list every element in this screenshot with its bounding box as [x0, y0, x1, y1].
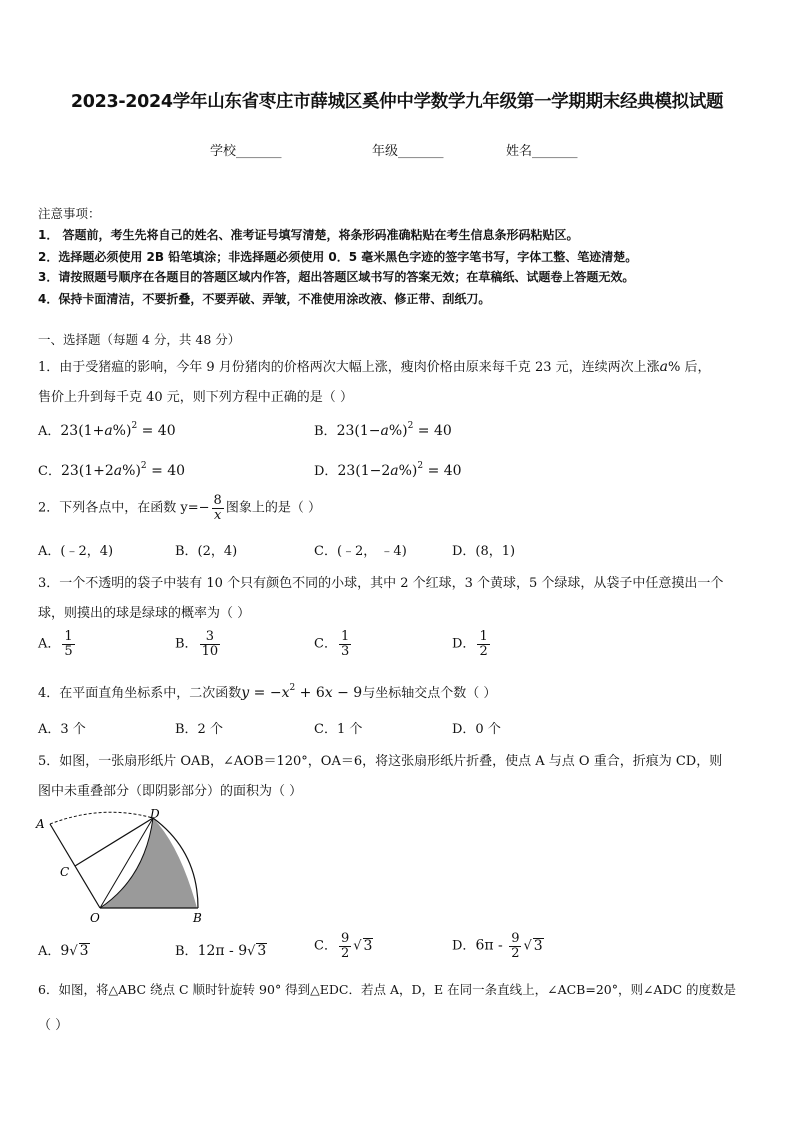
school-field: 学校_______	[210, 144, 282, 159]
q3-line2: 球，则摸出的球是绿球的概率为（ ）	[38, 606, 251, 621]
label-a: A	[36, 817, 45, 831]
page-title: 2023-2024学年山东省枣庄市薛城区奚仲中学数学九年级第一学期期末经典模拟试题	[70, 92, 724, 112]
q3-option-b: B． $\frac{3}{10}$	[175, 629, 219, 659]
section-heading: 一、选择题（每题 4 分，共 48 分）	[38, 332, 241, 347]
q3-line1: 3．一个不透明的袋子中装有 10 个只有颜色不同的小球，其中 2 个红球，3 个黄球，5 个绿球，从袋子中任意摸出一个	[38, 576, 724, 591]
notice-item-4: 4．保持卡面清洁，不要折叠，不要弄破、弄皱，不准使用涂改液、修正带、刮纸刀。	[38, 292, 491, 306]
q2-option-a: A．(﹣2，4)	[38, 544, 114, 559]
q5-line1: 5．如图，一张扇形纸片 OAB，∠AOB＝120°，OA＝6，将这张扇形纸片折叠，使点 A 与点 O 重合，折痕为 CD，则	[38, 754, 723, 769]
q5-option-b: B．12π - 9√ 3	[175, 943, 267, 959]
q6-line1: 6．如图，将△ABC 绕点 C 顺时针旋转 90° 得到△EDC．若点 A，D，E 在同一条直线上，∠ACB=20°，则∠ADC 的度数是	[38, 982, 737, 997]
sector-figure	[30, 806, 220, 926]
shaded-region	[100, 818, 197, 908]
grade-field: 年级_______	[372, 144, 444, 159]
q3-option-a: A． $\frac{1}{5}$	[38, 629, 73, 659]
q4-option-c: C．1 个	[314, 722, 363, 737]
q1-var: a	[659, 359, 668, 375]
q3-option-c: C． $\frac{1}{3}$	[314, 629, 350, 659]
q5-option-d: D．6π - $\frac{9}{2}$ √ 3	[452, 931, 543, 961]
q1-option-c: C．$23(1+2a\%)^2 = 40$	[38, 461, 186, 479]
q5-option-a: A．9√ 3	[38, 943, 89, 959]
q1-line2: 售价上升到每千克 40 元，则下列方程中正确的是（ ）	[38, 390, 353, 405]
q1-option-d: D．$23(1-2a\%)^2 = 40$	[314, 461, 462, 479]
q2-stem: 2．下列各点中，在函数 y=− $\frac{8}{x}$ 图象上的是（ ）	[38, 493, 321, 523]
name-field: 姓名_______	[506, 144, 578, 159]
q4-option-d: D．0 个	[452, 722, 501, 737]
q1-text-end: % 后，	[667, 360, 711, 375]
q3-option-d: D． $\frac{1}{2}$	[452, 629, 488, 659]
notice-item-2: 2．选择题必须使用 2B 铅笔填涂；非选择题必须使用 0．5 毫米黑色字迹的签字笔书写，字体工整、笔迹清楚。	[38, 250, 638, 264]
q2-option-b: B．(2，4)	[175, 544, 238, 559]
q1-text: 1．由于受猪瘟的影响，今年 9 月份猪肉的价格两次大幅上涨，瘦肉价格由原来每千克 23 元，连续两次上涨	[38, 360, 660, 375]
q1-line1	[38, 356, 710, 375]
label-o: O	[90, 911, 100, 925]
q2-fraction: $\frac{8}{x}$	[213, 493, 222, 523]
q5-line2: 图中未重叠部分（即阴影部分）的面积为（ ）	[38, 784, 303, 799]
q4-stem: 4．在平面直角坐标系中，二次函数$y = -x^2 + 6x - 9$与坐标轴交点个数（ ）	[38, 683, 497, 701]
dashed-arc-ad	[50, 812, 153, 824]
q2-option-c: C．(﹣2， ﹣4)	[314, 544, 407, 559]
notice-item-1: 1． 答题前，考生先将自己的姓名、准考证号填写清楚，将条形码准确粘贴在考生信息条形码粘贴区。	[38, 228, 579, 242]
q1-option-b: B．$23(1-a\%)^2 = 40$	[314, 421, 452, 439]
q2-option-d: D．(8，1)	[452, 544, 516, 559]
notice-item-3: 3．请按照题号顺序在各题目的答题区域内作答，超出答题区域书写的答案无效；在草稿纸、试题卷上答题无效。	[38, 270, 635, 284]
q4-option-a: A．3 个	[38, 722, 86, 737]
q4-option-b: B．2 个	[175, 722, 223, 737]
q1-option-a: A．$23(1+a\%)^2 = 40$	[38, 421, 176, 439]
notice-heading: 注意事项：	[38, 206, 101, 221]
label-b: B	[193, 911, 202, 925]
q5-option-c: C． $\frac{9}{2}$ √ 3	[314, 931, 373, 961]
q6-line2: （ ）	[38, 1018, 69, 1033]
label-c: C	[60, 865, 70, 879]
label-d: D	[150, 807, 160, 821]
